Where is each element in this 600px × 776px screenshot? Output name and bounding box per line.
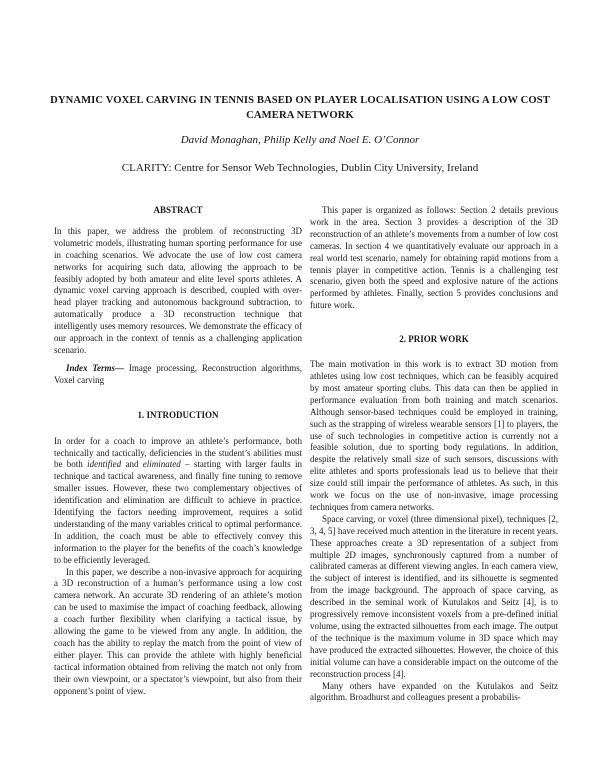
paper-title: DYNAMIC VOXEL CARVING IN TENNIS BASED ON PLAYER LOCALISATION USING A LOW COST CAMERA NETWORK [50, 95, 550, 121]
index-terms-text: Image processing, Reconstruction algorithms, Voxel carving [54, 362, 302, 385]
abstract-text: In this paper, we address the problem of reconstructing 3D volumetric models, illustrating human sporting performance for use in coaching scenarios. We advocate the use of low cost camera networks for acquiring such data, allowing the approach to be feasibly adopted by both amateur and elite level sports athletes. A dynamic voxel carving approach is described, coupled with over-head player tracking and autonomous background subtraction, to automatically produce a 3D reconstruction technique that intelligently uses memory resources. We demonstrate the efficacy of our approach in the context of tennis as a challenging application scenario. [54, 225, 302, 355]
affiliation: CLARITY: Centre for Sensor Web Technologies, Dublin City University, Ireland [121, 162, 479, 174]
prior-work-paragraph-2: Space carving, or voxel (three dimensional pixel), techniques [2, 3, 4, 5] have received much attention in the literature in recent years. These approaches create a 3D representation of a subject from multiple 2D images, synchronously captured from a number of calibrated cameras at different viewing angles. In each camera view, the subject of interest is identified, and its silhouette is segmented from the image background. The approach of space carving, as described in the seminal work of Kutulakos and Seitz [4], is to progressively remove inconsistent voxels from a pre-defined initial volume, using the extracted silhouettes from each image. The output of the technique is the maximum volume in 3D space which may have produced the extracted silhouettes. However, the choice of this initial volume can have a considerable impact on the outcome of the reconstruction process [4]. [310, 513, 558, 679]
index-terms-label: Index Terms— [66, 362, 125, 373]
prior-work-heading: 2. PRIOR WORK [399, 334, 469, 345]
intro-paragraph-1: In order for a coach to improve an athlete’s performance, both technically and tactically, deficiencies in the student’s abilities must be both identified and eliminated – starting with larger faults in technique and tactical awareness, and finally fine tuning to remove smaller issues. However, these two complementary objectives of identification and elimination are difficult to achieve in practice. Identifying the factors needing improvement, requires a solid understanding of the many variables critical to optimal performance. In addition, the coach must be able to effectively convey this information to the player for the benefits of the coach’s knowledge to be efficiently leveraged. [54, 435, 302, 565]
abstract-heading: ABSTRACT [153, 205, 203, 215]
right-column [310, 205, 558, 704]
introduction-heading: 1. INTRODUCTION [137, 409, 219, 420]
index-terms [54, 363, 302, 387]
organization-paragraph: This paper is organized as follows: Section 2 details previous work in the area. Section 3 provides a description of the 3D reconstruction of an athlete’s movements from a number of low cost cameras. In section 4 we quantitatively evaluate our approach in a real world test scenario, namely for obtaining rapid motions from a tennis player in competitive action. Tennis is a challenging test scenario, given both the speed and explosive nature of the actions performed by athletes. Finally, section 5 provides conclusions and future work. [310, 205, 558, 311]
left-column [54, 205, 302, 698]
prior-work-paragraph-3: Many others have expanded on the Kutulakos and Seitz algorithm. Broadhurst and colleagues present a probabilis- [310, 680, 558, 703]
intro-paragraph-2: In this paper, we describe a non-invasive approach for acquiring a 3D reconstruction of a human’s performance using a low cost camera network. An accurate 3D rendering of an athlete’s motion can be used to maximise the impact of coaching feedback, allowing a coach further flexibility when clarifying a tactical issue, by allowing the game to be viewed from any angle. In addition, the coach has the ability to replay the match from the point of view of either player. This can provide the athlete with highly beneficial tactical information obtained from reliving the match not only from their own viewpoint, or a spectator’s viewpoint, but also from their opponent’s point of view. [54, 566, 302, 696]
author-list: David Monaghan, Philip Kelly and Noel E. O’Connor [180, 134, 420, 146]
prior-work-paragraph-1: The main motivation in this work is to extract 3D motion from athletes using low cost techniques, which can be feasibly acquired by most amateur sporting clubs. This data can then be applied in performance evaluation from both training and match scenarios. Although sensor-based techniques could be employed in training, such as the strapping of wireless wearable sensors [1] to players, the use of such technologies in competitive action is currently not a feasible solution, due to sporting body regulations. In addition, despite the relatively small size of such sensors, discussions with elite athletes and sports professionals lead us to believe that their size could still impair the performance of athletes. As such, in this work we focus on the use of non-invasive, image processing techniques from camera networks. [310, 359, 558, 512]
